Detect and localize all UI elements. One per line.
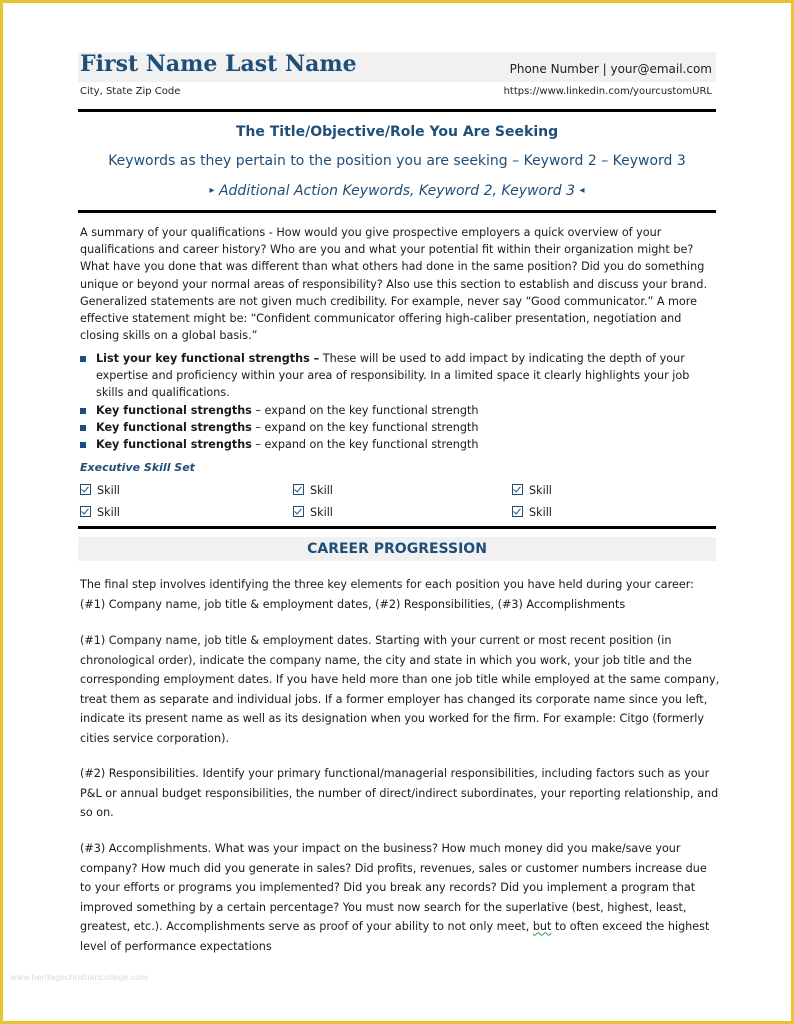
action-keywords: Additional Action Keywords, Keyword 2, Keyword 3 (218, 183, 576, 199)
skill-label: Skill (310, 506, 333, 519)
career-paragraph-2: (#2) Responsibilities. Identify your primary functional/managerial responsibilities, including factors such as your P&L or annual budget responsibilities, the number of direct/indirect subordinates, your reporting relationship, and so on. (80, 767, 719, 820)
linkedin-url: https://www.linkedin.com/yourcustomURL (503, 86, 712, 97)
contact-line: Phone Number | your@email.com (509, 62, 712, 76)
career-intro: The final step involves identifying the three key elements for each position you have held during your career: (#1) Company name, job title & employment dates, (#2) Responsibilities, (#3) Accomplishments (80, 578, 694, 611)
skill-item (512, 484, 552, 497)
skill-item (80, 484, 120, 497)
spellcheck-word: but (532, 920, 552, 934)
left-triangle-icon: ◂ (579, 185, 585, 196)
list-item (80, 350, 716, 402)
checked-box-icon (293, 506, 304, 517)
checked-box-icon (512, 506, 523, 517)
skill-label: Skill (97, 506, 120, 519)
list-item (80, 402, 716, 419)
square-bullet-icon (80, 356, 86, 362)
skill-set-heading: Executive Skill Set (80, 461, 195, 474)
strength-title: Key functional strengths (96, 403, 252, 417)
checked-box-icon (80, 506, 91, 517)
strength-title: Key functional strengths (96, 420, 252, 434)
skill-label: Skill (529, 506, 552, 519)
skill-label: Skill (310, 484, 333, 497)
strength-text: – expand on the key functional strength (251, 438, 479, 452)
checked-box-icon (293, 484, 304, 495)
objective-divider (78, 210, 716, 213)
career-paragraph-3 (80, 839, 720, 957)
skills-divider (78, 526, 716, 529)
objective-title: The Title/Objective/Role You Are Seeking (235, 124, 559, 140)
checked-box-icon (80, 484, 91, 495)
square-bullet-icon (80, 442, 86, 448)
skill-label: Skill (97, 484, 120, 497)
strength-text: These will be used to add impact by indicating the depth of your expertise and proficiency within your area of responsibility. In a limited space it clearly highlights your job skills and qualifications. (96, 352, 690, 400)
list-item (80, 436, 716, 453)
list-item (80, 419, 716, 436)
skill-item (80, 506, 120, 519)
skill-item (293, 484, 333, 497)
paragraph-text: to often exceed the highest level of performance expectations (80, 920, 710, 953)
strength-title: Key functional strengths (96, 438, 252, 452)
checked-box-icon (512, 484, 523, 495)
action-keywords-line (78, 183, 716, 199)
skill-item (293, 506, 333, 519)
square-bullet-icon (80, 408, 86, 414)
paragraph-text: (#3) Accomplishments. What was your impact on the business? How much money did you make/save your company? How much did you generate in sales? Did profits, revenues, sales or customer numbers increase due to your efforts or programs you implemented? Did you break any records? Did you implement a program that improved something by a certain percentage? You must now search for the superlative (best, highest, least, greatest, etc.). Accomplishments serve as proof of your ability to not only meet, (80, 842, 707, 934)
candidate-name: First Name Last Name (80, 51, 357, 77)
strengths-list (80, 350, 716, 453)
career-heading: CAREER PROGRESSION (307, 541, 487, 557)
right-triangle-icon: ▸ (209, 185, 215, 196)
strength-text: – expand on the key functional strength (251, 420, 479, 434)
strength-text: – expand on the key functional strength (251, 403, 479, 417)
skill-item (512, 506, 552, 519)
header-divider (78, 109, 716, 112)
career-paragraph-1: (#1) Company name, job title & employment dates. Starting with your current or most recent position (in chronological order), indicate the company name, the city and state in which you work, your job title and the corresponding employment dates. If you have held more than one job title while employed at the same company, treat them as separate and individual jobs. If a former employer has changed its corporate name since you left, indicate its present name as well as its designation when you worked for the firm. For example: Citgo (formerly cities service corporation). (80, 634, 720, 745)
summary-paragraph: A summary of your qualifications - How would you give prospective employers a quick overview of your qualifications and career history? Who are you and what your potential fit within their organization might be? What have you done that was different than what others had done in the same position? Did you do something unique or beyond your normal areas of responsibility? Also use this section to establish and discuss your brand. Generalized statements are not given much credibility. For example, never say “Good communicator.” A more effective statement might be: “Confident communicator offering high-caliber presentation, negotiation and closing skills on a global basis.” (80, 226, 708, 343)
keywords-line: Keywords as they pertain to the position you are seeking – Keyword 2 – Keyword 3 (108, 153, 686, 169)
watermark: www.heritagechristiancollege.com (10, 973, 148, 982)
strength-title: List your key functional strengths – (96, 352, 320, 365)
location: City, State Zip Code (80, 86, 181, 97)
skill-label: Skill (529, 484, 552, 497)
square-bullet-icon (80, 425, 86, 431)
